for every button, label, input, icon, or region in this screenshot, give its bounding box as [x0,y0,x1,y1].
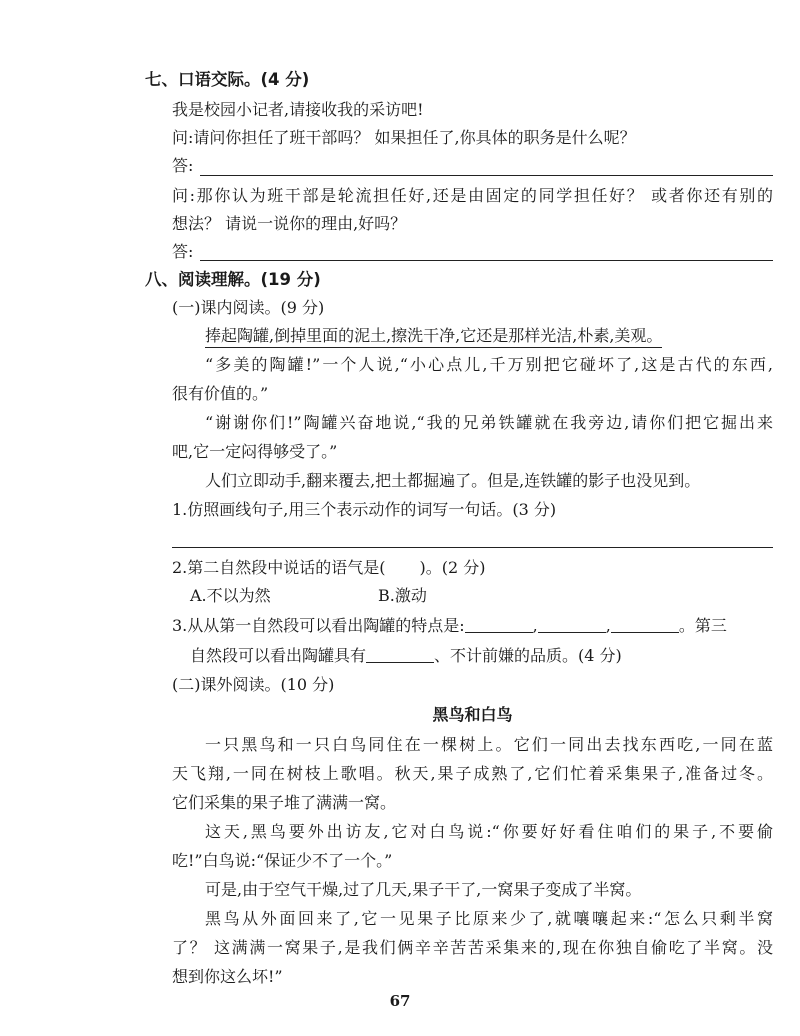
part-2-heading: (二)课外阅读。(10 分) [172,675,335,694]
question-8-3-text-b: 。第三 [678,616,727,635]
section-7-question-2-line-1: 问:那你认为班干部是轮流担任好,还是由固定的同学担任好？ 或者你还有别的 [172,186,773,205]
section-7-intro: 我是校园小记者,请接收我的采访吧! [172,100,424,119]
blank-trait-2[interactable] [538,617,606,633]
blank-separator: , [605,616,611,635]
question-8-2 [172,558,486,578]
story-paragraph-1-line-1: 一只黑鸟和一只白鸟同住在一棵树上。它们一同出去找东西吃,一同在蓝 [205,735,773,754]
question-8-3-line-1 [172,616,727,636]
answer-2-line[interactable] [200,260,773,261]
answer-2-label: 答: [172,242,194,261]
question-8-3-text-a: 3.从从第一自然段可以看出陶罐的特点是: [172,616,465,635]
passage-1-paragraph-4: 人们立即动手,翻来覆去,把土都掘遍了。但是,连铁罐的影子也没见到。 [205,471,701,490]
blank-separator: , [532,616,538,635]
story-paragraph-1-line-2: 天飞翔,一同在树枝上歌唱。秋天,果子成熟了,它们忙着采集果子,准备过冬。 [172,764,773,783]
underlined-sentence: 捧起陶罐,倒掉里面的泥土,擦洗干净,它还是那样光洁,朴素,美观。 [205,326,662,348]
question-8-3-text-d: 、不计前嫌的品质。(4 分) [434,646,622,665]
section-7-question-2-line-2: 想法？ 请说一说你的理由,好吗？ [172,214,407,233]
story-paragraph-4-line-2: 了？ 这满满一窝果子,是我们俩辛辛苦苦采集来的,现在你独自偷吃了半窝。没 [172,938,773,957]
story-paragraph-4-line-1: 黑鸟从外面回来了,它一见果子比原来少了,就嚷嚷起来:“怎么只剩半窝 [205,909,773,928]
section-8-heading: 八、阅读理解。(19 分) [145,270,321,289]
question-8-3-line-2 [190,646,622,666]
passage-1-paragraph-2-line-2: 很有价值的。” [172,384,269,403]
story-paragraph-1-line-3: 它们采集的果子堆了满满一窝。 [172,793,397,812]
story-paragraph-2-line-1: 这天,黑鸟要外出访友,它对白鸟说:“你要好好看住咱们的果子,不要偷 [205,822,773,841]
passage-1-paragraph-3-line-2: 吧,它一定闷得够受了。” [172,442,338,461]
question-8-1: 1.仿照画线句子,用三个表示动作的词写一句话。(3 分) [172,500,557,519]
question-8-2-text-b: )。(2 分) [419,558,486,577]
answer-1-line[interactable] [200,175,773,176]
story-paragraph-3: 可是,由于空气干燥,过了几天,果子干了,一窝果子变成了半窝。 [205,880,642,899]
page-number: 67 [389,992,411,1010]
passage-1-paragraph-2-line-1: “多美的陶罐!”一个人说,“小心点儿,千万别把它碰坏了,这是古代的东西, [205,355,773,374]
blank-quality[interactable] [366,647,434,663]
question-8-3-text-c: 自然段可以看出陶罐具有 [190,646,367,665]
option-a: A.不以为然 [190,586,271,605]
story-paragraph-4-line-3: 想到你这么坏!” [172,967,283,986]
blank-trait-1[interactable] [465,617,533,633]
section-7-question-1: 问:请问你担任了班干部吗？ 如果担任了,你具体的职务是什么呢？ [172,128,636,147]
passage-1-paragraph-3-line-1: “谢谢你们!”陶罐兴奋地说,“我的兄弟铁罐就在我旁边,请你们把它掘出来 [205,413,773,432]
option-b: B.激动 [378,586,427,605]
story-title: 黑鸟和白鸟 [432,705,513,724]
answer-8-1-line[interactable] [172,547,773,548]
question-8-2-text-a: 2.第二自然段中说话的语气是( [172,558,386,577]
part-1-heading: (一)课内阅读。(9 分) [172,298,325,317]
story-paragraph-2-line-2: 吃!”白鸟说:“保证少不了一个。” [172,851,393,870]
answer-1-label: 答: [172,156,194,175]
passage-1-paragraph-1 [205,326,662,346]
blank-trait-3[interactable] [611,617,679,633]
section-7-heading: 七、口语交际。(4 分) [145,70,310,89]
